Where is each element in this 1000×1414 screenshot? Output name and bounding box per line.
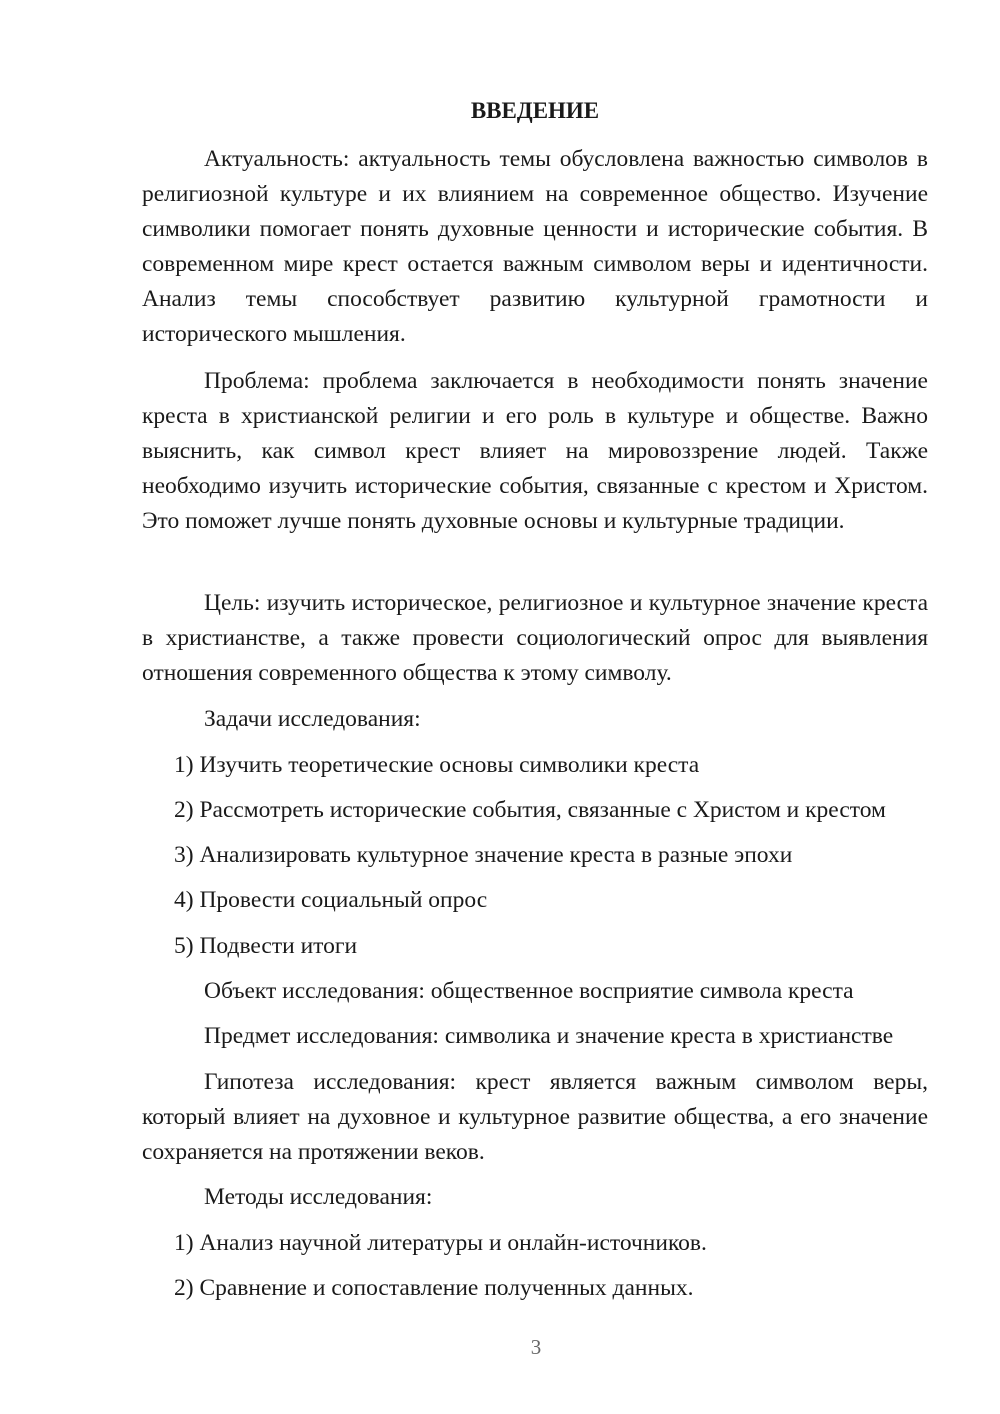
task-item: 2) Рассмотреть исторические события, связанные с Христом и крестом [174, 797, 886, 823]
research-object: Объект исследования: общественное восприятие символа креста [204, 978, 854, 1004]
task-item: 3) Анализировать культурное значение креста в разные эпохи [174, 842, 793, 868]
problem-paragraph: Проблема: проблема заключается в необходимости понять значение креста в христианской религии и его роль в культуре и обществе. Важно выяснить, как символ крест влияет на мировоззрение людей. Также необходимо изучить исторические события, связанные с крестом и Христом. Это поможет лучше понять духовные основы и культурные традиции. [142, 368, 928, 534]
relevance-paragraph: Актуальность: актуальность темы обусловлена важностью символов в религиозной культуре и их влиянием на современное общество. Изучение символики помогает понять духовные ценности и исторические события. В современном мире крест остается важным символом веры и идентичности. Анализ темы способствует развитию культурной грамотности и исторического мышления. [142, 146, 928, 347]
research-subject: Предмет исследования: символика и значение креста в христианстве [204, 1023, 894, 1049]
task-item: 5) Подвести итоги [174, 933, 358, 959]
method-item: 1) Анализ научной литературы и онлайн-источников. [174, 1230, 707, 1256]
methods-heading: Методы исследования: [204, 1184, 433, 1210]
page-title: ВВЕДЕНИЕ [470, 98, 600, 123]
goal-paragraph: Цель: изучить историческое, религиозное и культурное значение креста в христианстве, а также провести социологический опрос для выявления отношения современного общества к этому символу. [142, 590, 928, 686]
task-item: 1) Изучить теоретические основы символики креста [174, 752, 700, 778]
method-item: 2) Сравнение и сопоставление полученных данных. [174, 1275, 694, 1301]
page-number: 3 [530, 1335, 542, 1359]
tasks-heading: Задачи исследования: [204, 706, 421, 732]
hypothesis-paragraph: Гипотеза исследования: крест является важным символом веры, который влияет на духовное и культурное развитие общества, а его значение сохраняется на протяжении веков. [142, 1069, 928, 1165]
task-item: 4) Провести социальный опрос [174, 887, 488, 913]
